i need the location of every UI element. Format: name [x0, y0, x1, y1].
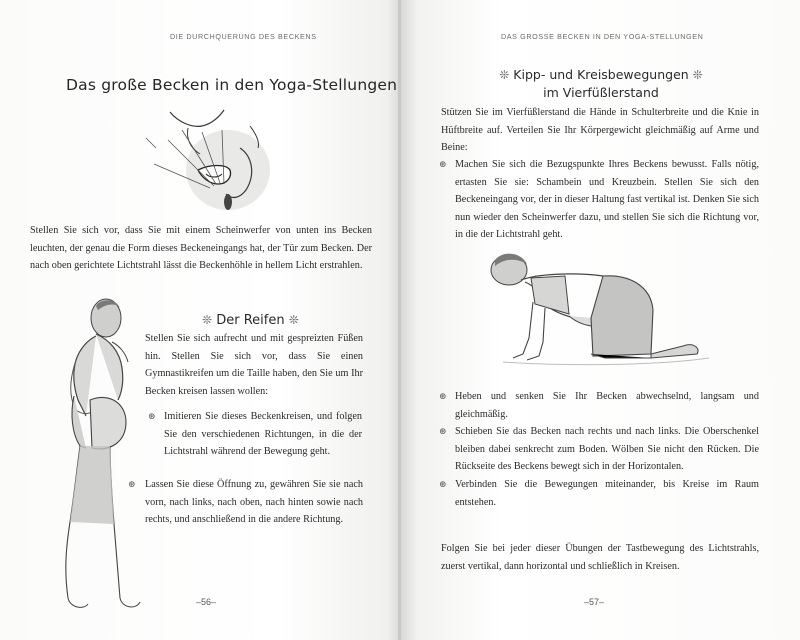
list-item — [439, 423, 759, 476]
list-item-text: Machen Sie sich die Bezugspunkte Ihres Beckens bewusst. Falls nötig, ertasten Sie sie: Schambein und Kreuzbein. Stellen Sie sich den Beckeneingang vor, der in dieser Haltung fast vertikal ist. Denken Sie sich nun wieder den Scheinwerfer dazu, und stellen Sie sich die Richtung vor, in die der Lichtstrahl geht. — [455, 159, 759, 241]
list-item — [439, 476, 759, 511]
left-page — [0, 0, 399, 640]
list-item-text: Heben und senken Sie Ihr Becken abwechselnd, langsam und gleichmäßig. — [455, 391, 759, 420]
standing-woman-illustration — [40, 296, 152, 618]
page-number-left: –56– — [196, 597, 217, 607]
intro-paragraph: Stützen Sie im Vierfüßlerstand die Hände in Schulterbreite und die Knie in Hüftbreite auf. Verteilen Sie Ihr Körpergewicht gleichmäßig auf Arme und Beine: — [441, 107, 759, 154]
movement-list — [439, 388, 759, 511]
closing-paragraph: Folgen Sie bei jeder dieser Übungen der Tastbewegung des Lichtstrahls, zuerst vertikal, dann horizontal und schließlich in Kreisen. — [441, 543, 759, 572]
section-heading-line2: im Vierfüßlerstand — [543, 85, 659, 100]
bullet-icon: ⊛ — [439, 478, 447, 489]
reifen-paragraph: Stellen Sie sich aufrecht und mit gespreizten Füßen hin. Stellen Sie sich vor, dass Sie einen Gymnastikreifen um die Taille haben, den Sie um Ihr Becken kreisen lassen wollen: — [145, 333, 363, 397]
running-head-right: DAS GROSSE BECKEN IN DEN YOGA-STELLUNGEN — [501, 32, 704, 41]
reifen-sublist — [148, 408, 362, 461]
running-head-left: DIE DURCHQUERUNG DES BECKENS — [170, 32, 317, 41]
reifen-heading — [202, 313, 299, 328]
list-item-text: Lassen Sie diese Öffnung zu, gewähren Sie sie nach vorn, nach links, nach oben, nach hinten sowie nach rechts, und anschließend in die andere Richtung. — [145, 479, 363, 526]
list-item — [128, 476, 363, 529]
flower-ornament-icon: ❊ — [692, 68, 703, 82]
bullet-icon: ⊛ — [148, 411, 156, 421]
bullet-icon: ⊛ — [439, 426, 447, 437]
page-number-right: –57– — [584, 597, 605, 607]
page-title: Das große Becken in den Yoga-Stellungen — [66, 76, 398, 94]
list-item-text: Verbinden Sie die Bewegungen miteinander, bis Kreise im Raum entstehen. — [455, 478, 759, 508]
reifen-heading-text: Der Reifen — [216, 313, 285, 328]
list-item — [439, 388, 759, 423]
flower-ornament-icon: ❊ — [202, 313, 213, 327]
reifen-list — [128, 476, 363, 529]
section-heading-line1: Kipp- und Kreisbewegungen — [513, 67, 689, 82]
list-item — [148, 408, 362, 461]
bullet-icon: ⊛ — [128, 479, 136, 489]
flower-ornament-icon: ❊ — [288, 313, 299, 327]
all-fours-woman-illustration — [473, 246, 713, 381]
right-page — [401, 0, 800, 640]
instruction-list — [439, 156, 759, 244]
list-item-text: Imitieren Sie dieses Beckenkreisen, und folgen Sie den verschiedenen Richtungen, in die der Lichtstrahl während der Bewegung geht. — [164, 411, 362, 458]
flower-ornament-icon: ❊ — [499, 68, 510, 82]
bullet-icon: ⊛ — [439, 159, 447, 169]
list-item-text: Schieben Sie das Becken nach rechts und nach links. Die Oberschenkel bleiben dabei senkrecht zum Boden. Wölben Sie nicht den Rücken. Die Rückseite des Beckens bewegt sich in der Horizontalen. — [455, 426, 759, 473]
intro-paragraph: Stellen Sie sich vor, dass Sie mit einem Scheinwerfer von unten ins Becken leuchten, der genau die Form dieses Beckeneingangs hat, der Tür zum Becken. Der nach oben gerichtete Lichtstrahl lässt die Beckenhöhle in hellem Licht erstrahlen. — [30, 225, 372, 272]
pelvis-light-illustration — [140, 108, 270, 218]
section-heading — [451, 66, 751, 101]
list-item — [439, 156, 759, 244]
bullet-icon: ⊛ — [439, 391, 447, 401]
